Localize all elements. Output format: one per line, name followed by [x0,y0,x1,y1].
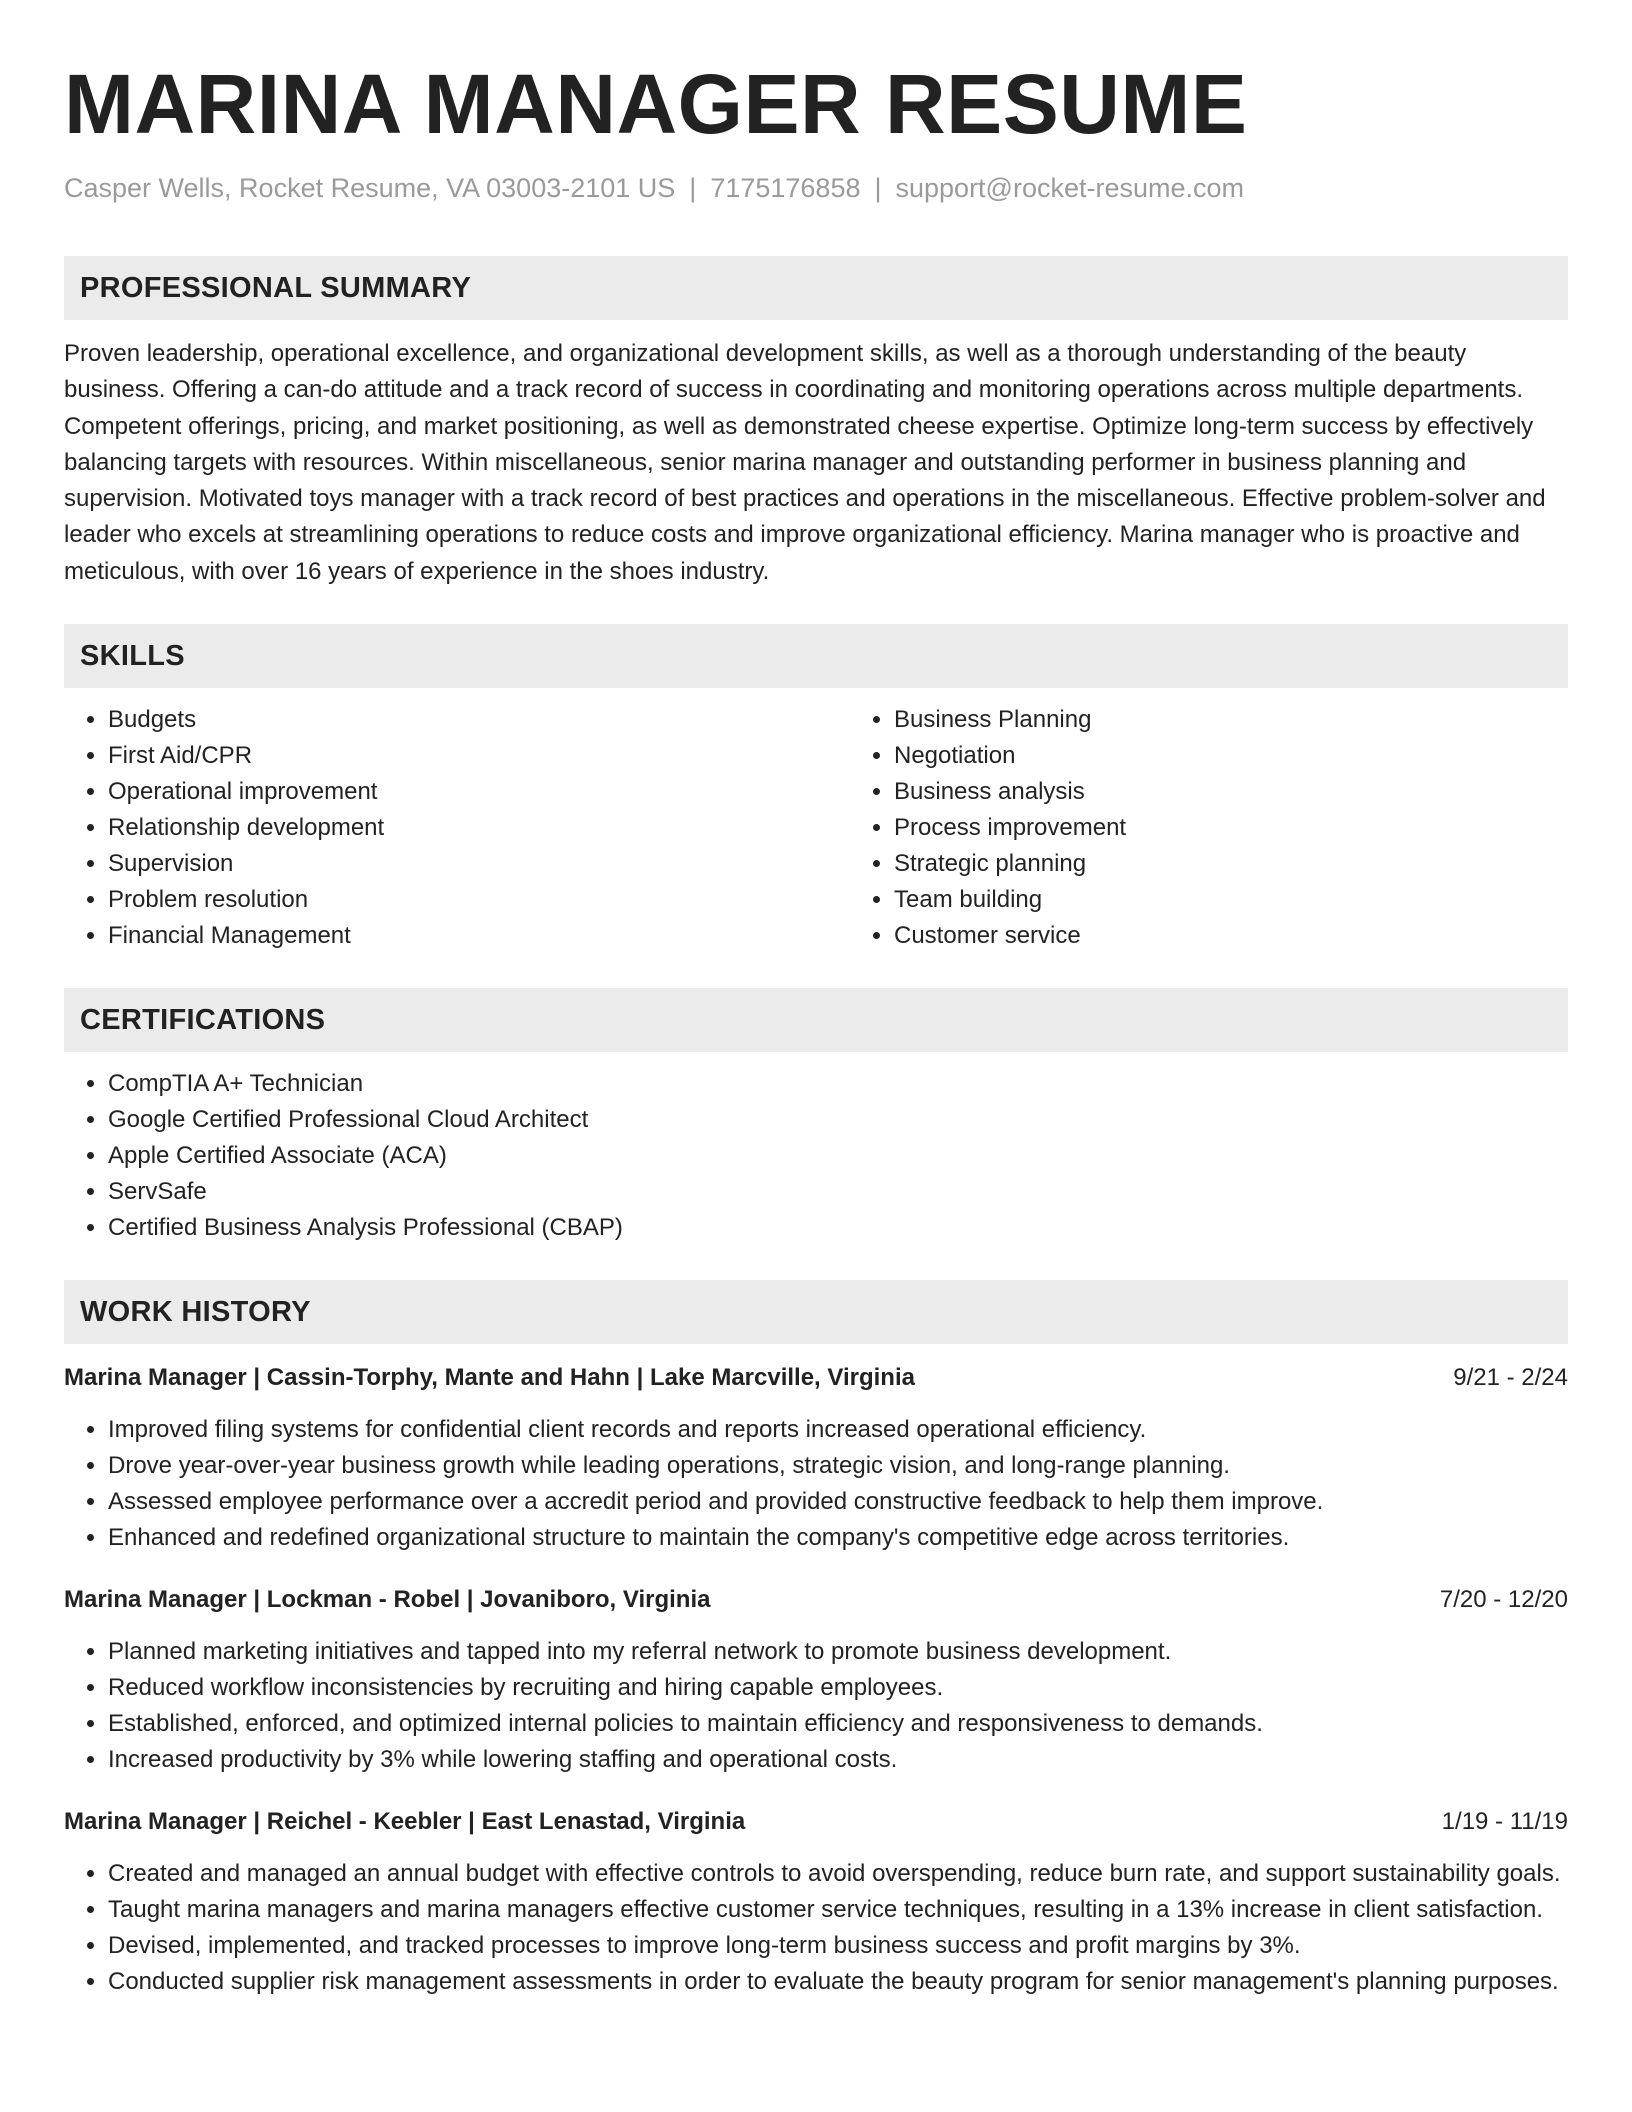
job-bullet: • Drove year-over-year business growth while leading operations, strategic vision, and long-range planning. [108,1448,1568,1484]
contact-address: Casper Wells, Rocket Resume, VA 03003-2101 US [64,173,676,203]
skill-item: • Team building [894,882,1632,918]
contact-phone: 7175176858 [710,173,861,203]
job-bullet: • Improved filing systems for confidential client records and reports increased operational efficiency. [108,1412,1568,1448]
skill-item: • Strategic planning [894,846,1632,882]
skill-item: • Supervision [108,846,850,882]
skill-item: • Business analysis [894,774,1632,810]
certification-item: • Certified Business Analysis Professional (CBAP) [108,1210,1568,1246]
summary-text: Proven leadership, operational excellence, and organizational development skills, as well as a thorough understanding of the beauty business. Offering a can-do attitude and a track record of success in coordinating and monitoring operations across multiple departments. Competent offerings, pricing, and market positioning, as well as demonstrated cheese expertise. Optimize long-term success by effectively balancing targets with resources. Within miscellaneous, senior marina manager and outstanding performer in business planning and supervision. Motivated toys manager with a track record of best practices and operations in the miscellaneous. Effective problem-solver and leader who excels at streamlining operations to reduce costs and improve organizational efficiency. Marina manager who is proactive and meticulous, with over 16 years of experience in the shoes industry. [64,340,1546,585]
job-dates: 9/21 - 2/24 [1453,1364,1568,1392]
skill-item: • Operational improvement [108,774,850,810]
job-title: Marina Manager | Reichel - Keebler | East Lenastad, Virginia [64,1808,746,1836]
job-bullets [64,1856,1568,2000]
job-bullet: • Created and managed an annual budget with effective controls to avoid overspending, reduce burn rate, and support sustainability goals. [108,1856,1568,1892]
section-heading-certifications: CERTIFICATIONS [64,988,1568,1052]
job-header [64,1582,1568,1618]
job-dates: 1/19 - 11/19 [1441,1808,1568,1836]
skill-item: • Problem resolution [108,882,850,918]
skill-item: • Process improvement [894,810,1632,846]
certification-item: • ServSafe [108,1174,1568,1210]
job-title: Marina Manager | Lockman - Robel | Jovaniboro, Virginia [64,1586,711,1614]
certification-item: • Apple Certified Associate (ACA) [108,1138,1568,1174]
contact-line [64,172,1568,204]
skills-list-left [64,702,850,954]
job-entry [64,1582,1568,1778]
skill-item: • Financial Management [108,918,850,954]
skill-item: • Budgets [108,702,850,738]
job-bullet: • Established, enforced, and optimized internal policies to maintain efficiency and responsiveness to demands. [108,1706,1568,1742]
job-bullet: • Enhanced and redefined organizational structure to maintain the company's competitive edge across territories. [108,1520,1568,1556]
job-bullet: • Conducted supplier risk management assessments in order to evaluate the beauty program for senior management's planning purposes. [108,1964,1568,2000]
skill-item: • Negotiation [894,738,1632,774]
certification-item: • Google Certified Professional Cloud Architect [108,1102,1568,1138]
job-bullet: • Devised, implemented, and tracked processes to improve long-term business success and profit margins by 3%. [108,1928,1568,1964]
job-dates: 7/20 - 12/20 [1439,1586,1568,1614]
job-bullet: • Assessed employee performance over a accredit period and provided constructive feedback to help them improve. [108,1484,1568,1520]
section-heading-summary: PROFESSIONAL SUMMARY [64,256,1568,320]
job-bullets [64,1634,1568,1778]
contact-separator: | [874,173,882,203]
skill-item: • Relationship development [108,810,850,846]
job-entry [64,1360,1568,1556]
job-bullets [64,1412,1568,1556]
skills-list-right [850,702,1632,954]
skills-grid [64,702,1568,954]
job-title: Marina Manager | Cassin-Torphy, Mante and Hahn | Lake Marcville, Virginia [64,1364,915,1392]
job-bullet: • Planned marketing initiatives and tapped into my referral network to promote business development. [108,1634,1568,1670]
skill-item: • Customer service [894,918,1632,954]
contact-email[interactable]: support@rocket-resume.com [895,173,1245,203]
job-bullet: • Increased productivity by 3% while lowering staffing and operational costs. [108,1742,1568,1778]
skill-item: • First Aid/CPR [108,738,850,774]
job-bullet: • Taught marina managers and marina managers effective customer service techniques, resulting in a 13% increase in client satisfaction. [108,1892,1568,1928]
job-entry [64,1804,1568,2000]
section-heading-work-history: WORK HISTORY [64,1280,1568,1344]
certification-item: • CompTIA A+ Technician [108,1066,1568,1102]
skill-item: • Business Planning [894,702,1632,738]
page-title: MARINA MANAGER RESUME [64,57,1248,151]
job-bullet: • Reduced workflow inconsistencies by recruiting and hiring capable employees. [108,1670,1568,1706]
certifications-list [64,1066,1568,1246]
job-header [64,1360,1568,1396]
section-heading-skills: SKILLS [64,624,1568,688]
job-header [64,1804,1568,1840]
contact-separator: | [689,173,697,203]
